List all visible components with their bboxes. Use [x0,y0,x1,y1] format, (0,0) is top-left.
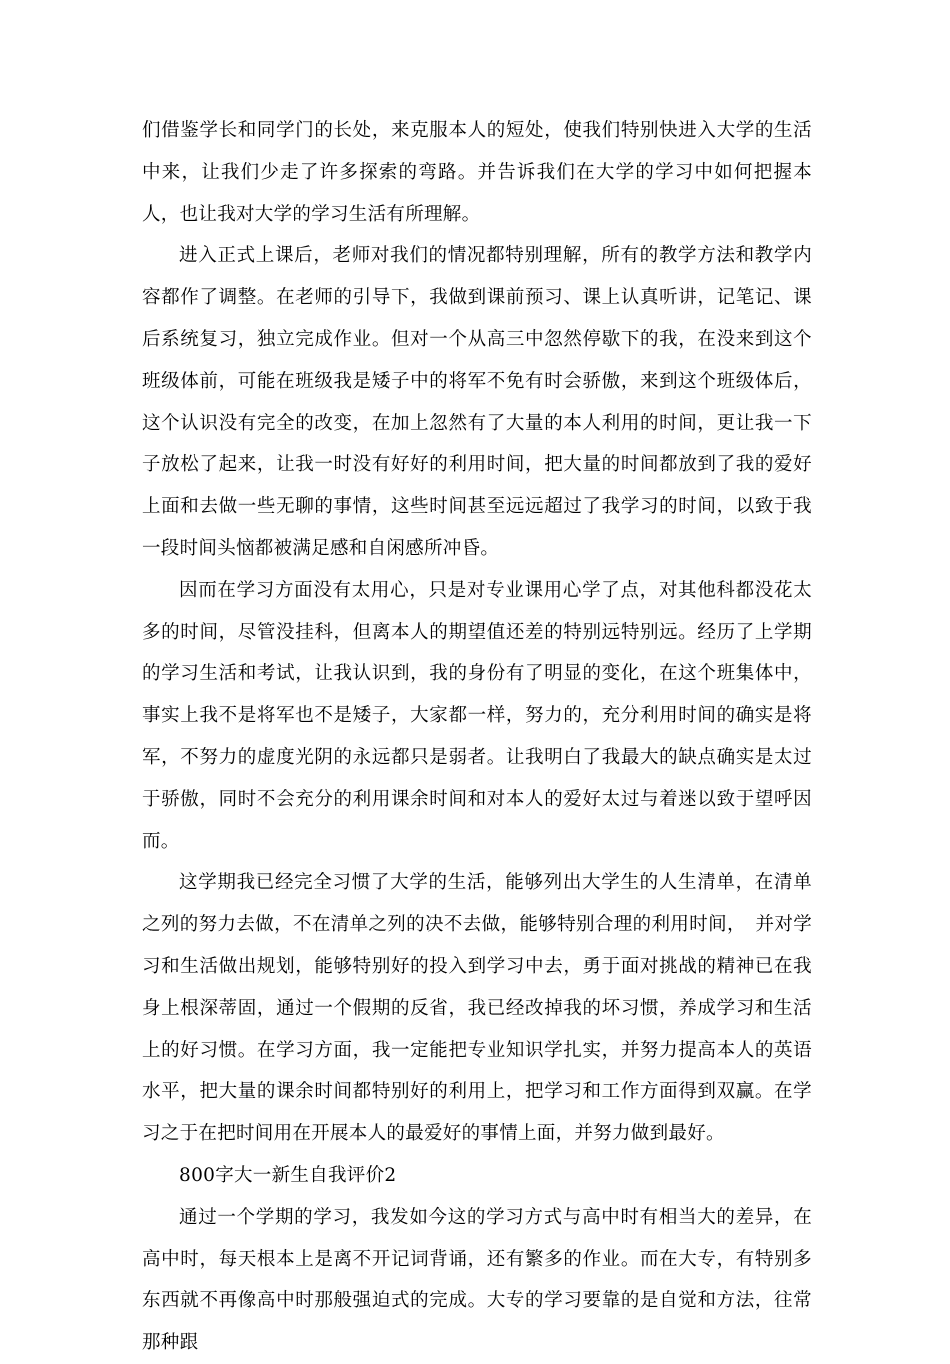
paragraph-1: 们借鉴学长和同学门的长处，来克服本人的短处，使我们特别快进入大学的生活中来，让我们少走了许多探索的弯路。并告诉我们在大学的学习中如何把握本人，也让我对大学的学习生活有所理解。 [142,120,812,225]
paragraph-2: 进入正式上课后，老师对我们的情况都特别理解，所有的教学方法和教学内容都作了调整。在老师的引导下，我做到课前预习、课上认真听讲，记笔记、课后系统复习，独立完成作业。但对一个从高三中忽然停歇下的我，在没来到这个班级体前，可能在班级我是矮子中的将军不免有时会骄傲，来到这个班级体后，这个认识没有完全的改变，在加上忽然有了大量的本人利用的时间，更让我一下子放松了起来，让我一时没有好好的利用时间，把大量的时间都放到了我的爱好上面和去做一些无聊的事情，这些时间甚至远远超过了我学习的时间，以致于我一段时间头恼都被满足感和自闲感所冲昏。 [142,245,812,559]
paragraph-4: 这学期我已经完全习惯了大学的生活，能够列出大学生的人生清单，在清单之列的努力去做，不在清单之列的决不去做，能够特别合理的利用时间， 并对学习和生活做出规划，能够特别好的投入到学习中去，勇于面对挑战的精神已在我身上根深蒂固，通过一个假期的反省，我已经改掉我的坏习惯，养成学习和生活上的好习惯。在学习方面，我一定能把专业知识学扎实，并努力提高本人的英语水平，把大量的课余时间都特别好的利用上，把学习和工作方面得到双赢。在学习之于在把时间用在开展本人的最爱好的事情上面，并努力做到最好。 [142,872,812,1145]
paragraph-3: 因而在学习方面没有太用心，只是对专业课用心学了点，对其他科都没花太多的时间，尽管没挂科，但离本人的期望值还差的特别远特别远。经历了上学期的学习生活和考试，让我认识到，我的身份有了明显的变化，在这个班集体中，事实上我不是将军也不是矮子，大家都一样，努力的，充分利用时间的确实是将军，不努力的虚度光阴的永远都只是弱者。让我明白了我最大的缺点确实是太过于骄傲，同时不会充分的利用课余时间和对本人的爱好太过与着迷以致于望呼因而。 [142,579,812,852]
document-page [142,110,812,1364]
paragraph-5: 通过一个学期的学习，我发如今这的学习方式与高中时有相当大的差异，在高中时，每天根本上是离不开记词背诵，还有繁多的作业。而在大专，有特别多东西就不再像高中时那般强迫式的完成。大专的学习要靠的是自觉和方法，往常那种跟 [142,1206,812,1354]
section-heading: 800字大一新生自我评价2 [179,1164,397,1186]
